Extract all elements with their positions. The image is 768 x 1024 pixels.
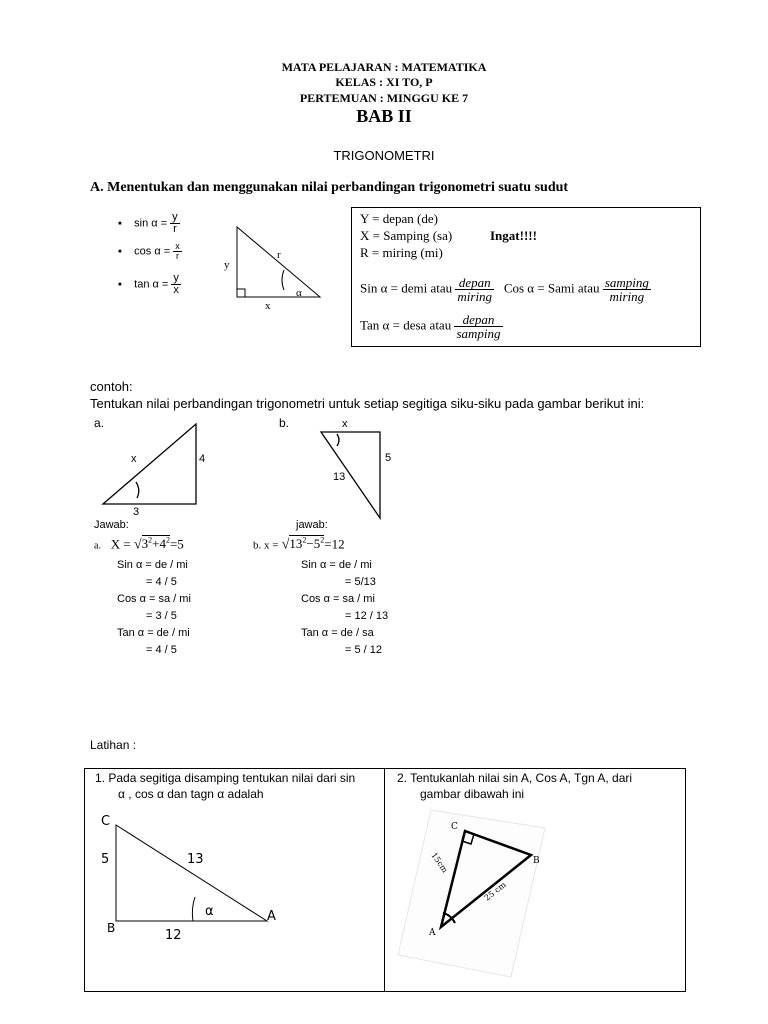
label-a: a. — [94, 416, 105, 430]
reminder-ingat: Ingat!!!! — [490, 228, 537, 243]
triangle-a — [98, 418, 218, 518]
label-x: x — [265, 300, 271, 312]
q1-label-side: 5 — [101, 852, 110, 867]
tri-b-side: 5 — [385, 452, 392, 464]
q1-label-b: B — [107, 921, 116, 935]
q1-label-c: C — [101, 814, 111, 829]
class-line: KELAS : XI TO, P — [335, 75, 433, 89]
label-b: b. — [279, 416, 290, 430]
jawab-b-steps: Sin α = de / mi = 5/13 Cos α = sa / mi = 12 / 13 Tan α = de / sa = 5 / 12 — [301, 559, 389, 656]
jawab-b-title: jawab: — [296, 519, 328, 531]
chapter-title: BAB II — [356, 106, 412, 126]
jawab-a-equation: a. $X = √3^2+4^2=5$ — [94, 536, 184, 553]
q2-label-ca: 15cm — [429, 850, 450, 875]
q1-label-alpha: α — [205, 904, 214, 919]
q2-triangle — [395, 805, 555, 980]
q1-label-hyp: 13 — [187, 852, 204, 867]
section-a-title: A. Menentukan dan menggunakan nilai perbandingan trigonometri suatu sudut — [90, 180, 569, 195]
q2-line2: gambar dibawah ini — [420, 787, 525, 801]
q1-label-a: A — [267, 909, 276, 924]
subject-line: MATA PELAJARAN : MATEMATIKA — [281, 60, 487, 74]
reminder-line2: X = Samping (sa) — [360, 228, 453, 243]
q2-label-b: B — [533, 856, 540, 866]
q2-label-ab: 25 cm — [482, 880, 508, 903]
label-r: r — [277, 249, 281, 261]
reminder-line1: Y = depan (de) — [360, 211, 438, 226]
tri-b-top: x — [342, 418, 348, 430]
triangle-b — [315, 418, 400, 522]
meeting-line: PERTEMUAN : MINGGU KE 7 — [299, 91, 469, 105]
label-y: y — [224, 259, 230, 271]
tri-a-side: 4 — [199, 453, 206, 465]
label-alpha: α — [296, 287, 302, 299]
table-divider — [384, 769, 385, 991]
formula-cos: ▪ cos α = $\frac{x}{r}$ — [118, 241, 180, 261]
jawab-b-equation: b. $x = √13^2-5^2=12$ — [253, 536, 345, 553]
q1-line1: 1. Pada segitiga disamping tentukan nilai dari sin — [95, 771, 356, 785]
tri-a-hyp: x — [131, 453, 137, 465]
tri-a-base: 3 — [133, 506, 140, 518]
formula-sin: ▪ sin α = $\frac{y}{r}$ — [118, 211, 178, 235]
jawab-a-title: Jawab: — [94, 519, 129, 531]
contoh-label: contoh: — [90, 379, 133, 394]
reminder-box — [351, 207, 701, 347]
latihan-label: Latihan : — [90, 738, 137, 752]
reminder-line3: R = miring (mi) — [360, 245, 443, 260]
reminder-sin: Sin α = demi atau $\frac{\text{depan}}{\text{miring}}$ Cos α = Sami atau $\frac{\text{samping}}{\text{miring}}$ — [360, 275, 649, 304]
reminder-tan: Tan α = desa atau $\frac{\text{depan}}{\text{samping}}$ — [360, 312, 501, 341]
tri-b-hyp: 13 — [333, 471, 346, 483]
reference-triangle — [222, 222, 332, 312]
formula-tan: ▪ tan α = $\frac{y}{x}$ — [118, 272, 179, 296]
topic-title: TRIGONOMETRI — [333, 148, 435, 163]
q1-triangle — [95, 813, 295, 941]
latihan-table — [84, 768, 686, 992]
jawab-a-steps: Sin α = de / mi = 4 / 5 Cos α = sa / mi = 3 / 5 Tan α = de / mi = 4 / 5 — [117, 559, 191, 656]
q1-line2: α , cos α dan tagn α adalah — [118, 787, 264, 801]
q2-label-c: C — [451, 822, 458, 832]
contoh-instruction: Tentukan nilai perbandingan trigonometri untuk setiap segitiga siku-siku pada gambar berikut ini: — [90, 396, 645, 411]
q2-label-a: A — [429, 928, 436, 938]
q1-label-base: 12 — [165, 928, 182, 941]
q2-line1: 2. Tentukanlah nilai sin A, Cos A, Tgn A, dari — [397, 771, 633, 785]
